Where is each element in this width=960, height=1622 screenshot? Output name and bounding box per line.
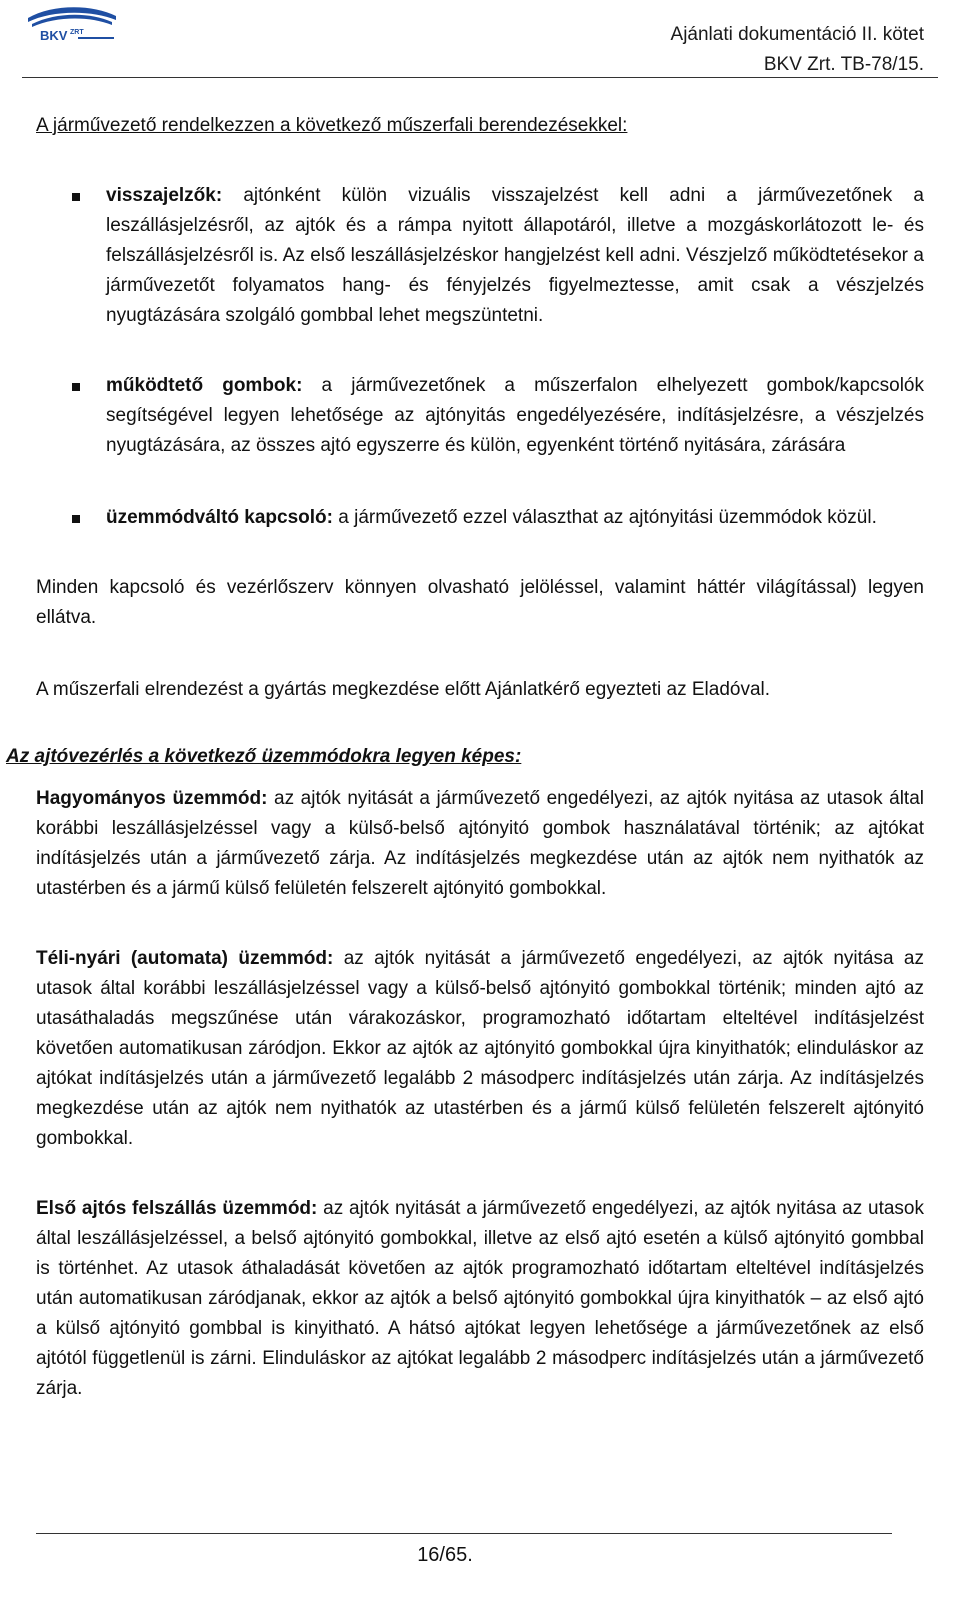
mode-body: az ajtók nyitását a járművezető engedélyezi, az ajtók nyitása az utasok által leszállásjelzéssel, a belső ajtónyitó gombokkal, illetve az első ajtó esetén a külső ajtónyitó gombbal is történhet. Az utasok áthaladását követően az ajtók programozható időtartam elteltével indításjelzés után automatikusan záródjanak, ekkor az ajtók a belső ajtónyitó gombokkal újra kinyithatók – az első ajtó a külső ajtónyitó gombbal is kinyitható. A hátsó ajtókat legyen lehetősége a járművezetőnek az első ajtótól függetlenül is zárni. Elinduláskor az ajtókat legalább 2 másodperc indításjelzés után a járművezető zárja. — [36, 1198, 924, 1399]
bullet-square-icon — [72, 383, 80, 391]
bullet-body: a járművezetőnek a műszerfalon elhelyezett gombok/kapcsolók segítségével legyen lehetősége az ajtónyitás engedélyezésére, indításjelzésre, a vészjelzés nyugtázására, az összes ajtó egyszerre és külön, egyenként történő nyitására, zárására — [106, 375, 924, 456]
paragraph-layout-agreement: A műszerfali elrendezést a gyártás megkezdése előtt Ajánlatkérő egyezteti az Eladóval. — [36, 679, 771, 700]
mode-traditional — [36, 784, 924, 904]
svg-text:ZRT: ZRT — [70, 29, 84, 36]
mode-front-door-boarding — [36, 1194, 924, 1404]
bullet-square-icon — [72, 515, 80, 523]
bullet-body: a járművezető ezzel választhat az ajtónyitási üzemmódok közül. — [333, 507, 877, 528]
header-doc-title: Ajánlati dokumentáció II. kötet — [670, 24, 924, 45]
page-header — [0, 0, 960, 82]
bullet-term: működtető gombok: — [106, 375, 303, 396]
bullet-square-icon — [72, 193, 80, 201]
page-number: 16/65. — [417, 1544, 473, 1566]
bullet-body: ajtónként külön vizuális visszajelzést kell adni a járművezetőnek a leszállásjelzésről, az ajtók és a rámpa nyitott állapotáról, illetve a mozgáskorlátozott le- és felszállásjelzésről is. Az első leszállásjelzéskor hangjelzést kell adni. Vészjelző működtetésekor a járművezetőt folyamatos hang- és fényjelzés figyelmeztesse, amit csak a vészjelzés nyugtázására szolgáló gombbal lehet megszüntetni. — [106, 185, 924, 326]
paragraph-switch-labels: Minden kapcsoló és vezérlőszerv könnyen olvasható jelöléssel, valamint háttér világítással) legyen ellátva. — [36, 577, 924, 628]
bullet-text — [106, 181, 924, 331]
mode-term: Hagyományos üzemmód: — [36, 788, 268, 809]
bullet-text — [106, 503, 924, 533]
mode-term: Első ajtós felszállás üzemmód: — [36, 1198, 318, 1219]
header-doc-ref: BKV Zrt. TB-78/15. — [763, 54, 924, 75]
bullet-term: üzemmódváltó kapcsoló: — [106, 507, 333, 528]
mode-term: Téli-nyári (automata) üzemmód: — [36, 948, 334, 969]
bkv-logo — [22, 2, 122, 46]
bullet-text — [106, 371, 924, 461]
svg-text:BKV: BKV — [40, 28, 68, 43]
header-document-info — [671, 20, 924, 80]
bullet-item-mode-switch — [72, 503, 924, 563]
mode-body: az ajtók nyitását a járművezető engedélyezi, az ajtók nyitása az utasok által korábbi leszállásjelzéssel vagy a külső-belső ajtónyitó gombokkal történik; minden ajtó az utasáthaladás megszűnése után várakozáskor, programozható időtartam elteltével indításjelzést követően automatikusan záródjon. Ekkor az ajtók az ajtónyitó gombokkal újra kinyithatók; elinduláskor az ajtókat indításjelzés után a járművezető legalább 2 másodperc indításjelzés után zárja. Az indításjelzés megkezdése után az ajtók nem nyithatók az utastérben és a jármű külső felületén felszerelt ajtónyitó gombokkal. — [36, 948, 924, 1149]
footer-divider — [36, 1533, 892, 1534]
mode-body: az ajtók nyitását a járművezető engedélyezi, az ajtók nyitása az utasok által korábbi leszállásjelzéssel vagy a külső-belső ajtónyitó gombok használatával történik; az ajtókat indításjelzés után a járművezető zárja. Az indításjelzés megkezdése után az ajtók nem nyithatók az utastérben és a jármű külső felületén felszerelt ajtónyitó gombokkal. — [36, 788, 925, 899]
header-divider — [22, 77, 938, 78]
modes-heading: Az ajtóvezérlés a következő üzemmódokra legyen képes: — [6, 746, 522, 767]
bullet-item-buttons — [72, 371, 924, 491]
intro-line: A járművezető rendelkezzen a következő műszerfali berendezésekkel: — [36, 115, 628, 136]
mode-winter-summer — [36, 944, 924, 1154]
bullet-term: visszajelzők: — [106, 185, 223, 206]
bullet-item-feedback — [72, 181, 924, 361]
